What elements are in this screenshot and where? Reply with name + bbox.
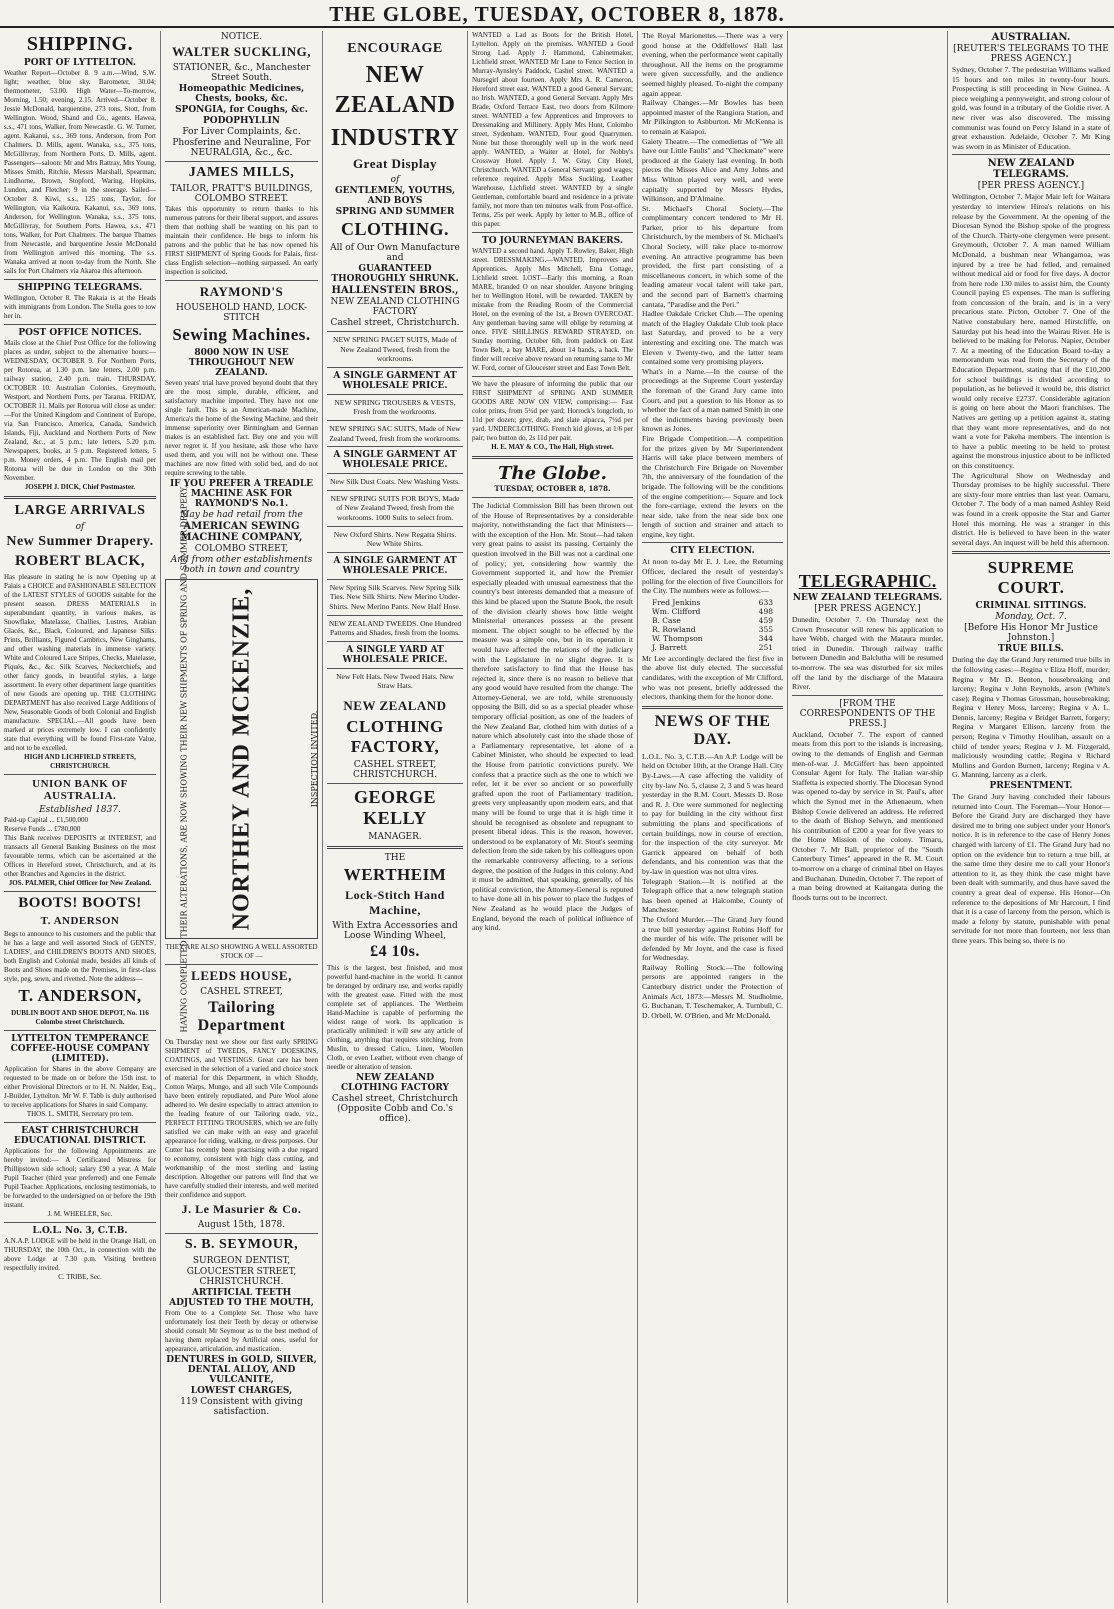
- true-bills: TRUE BILLS.: [998, 644, 1064, 655]
- column-7: [947, 31, 1114, 1603]
- lodge-heading: L.O.L. No. 3, C.T.B.: [32, 1226, 128, 1236]
- may-co-text: We have the pleasure of informing the public that our FIRST SHIPMENT of SPRING AND SUMMER GOODS ARE NOW ON VIEW, comprising:— Fast color prints, from 5½d per yard; Horrock's longcloth, to 11d per dozen; grey, drab, and slate alpacca, 7½d per yard. UNDERCLOTHING. French kid gloves, at 1/6 per pair; two button do, 2s 11d per pair.: [472, 380, 633, 442]
- lodge-signature: C. TRIBE, Sec.: [58, 1273, 102, 1281]
- leeds-house: LEEDS HOUSE,: [191, 968, 292, 983]
- item-dust-coats: New Silk Dust Coats. New Washing Vests.: [330, 477, 460, 487]
- railway-changes: Railway Changes.—Mr Bowles has been appointed master of the Rangiora Station, and Mr Pilkington to Ashburton. Mr McKenna is to remain at Kaiapoi.: [642, 98, 783, 136]
- sewing-machines: Sewing Machines.: [172, 325, 311, 344]
- american-address: COLOMBO STREET,: [194, 544, 289, 554]
- bank-text: This Bank receives DEPOSITS at INTEREST, and transacts all General Banking Business on the most favourable terms, which can be ascertained at the Offices in Hereford street, Christchurch, and at its other Branches and Agencies in the district.: [4, 834, 156, 878]
- lowest-charges: LOWEST CHARGES,: [190, 1386, 293, 1396]
- news-text: L.O.L. No. 3, C.T.B.—An A.P. Lodge will be held on October 10th, at the Orange Hall. City By-Laws.—A case affecting the validity of city by-law No. 5, clause 2, 3 and 5 was heard yesterday in the R.M. Court. Messrs D. Rose and R. J. Ore were summoned for neglecting to pay for building in the city without first submitting the plans and specifications of certain buildings, now in course of erection, for the inspection of the city surveyor. Mr Garrick appeared on behalf of both defendants, and his contention was that the by-law in question was not ultra vires.: [642, 751, 783, 876]
- post-office-text: Mails close at the Chief Post Office for the following places as under, subject to the alternative hours:— WEDNESDAY, OCTOBER 9. For Northern Ports, per Rotorua, at 1.30 p.m. late letters, 2.00 p.m. railway station, 2.40 p.m. train. THURSDAY, OCTOBER 10. Australian Colonies, Greymouth, Westport, and Northern Ports, per Tararua. FRIDAY, OCTOBER 11. Mails per Rotorua will close as under:—For the United Kingdom and Continent of Europe, via San Francisco, America, Canada, Sandwich Islands, Fiji, Auckland and Northern Ports of New Zealand, &c., at 5 p.m.; late letters, 5.20 p.m. Newspapers, books, at 5 p.m. Registered letters, 5 p.m. Money orders, 4 p.m. The English mail per Rotorua will be due in London on the 30th November.: [4, 339, 156, 482]
- criminal-sittings: CRIMINAL SITTINGS.: [975, 601, 1087, 612]
- northey-sub: HAVING COMPLETED THEIR ALTERATIONS, ARE NOW SHOWING THEIR NEW SHIPMENTS OF SPRING AND SUMMER DRAPERY,: [179, 485, 189, 1033]
- raymonds: RAYMOND'S: [199, 284, 284, 299]
- candidate-votes: 251: [758, 642, 773, 652]
- candidate-name: B. Case: [652, 615, 681, 625]
- item-trousers: NEW SPRING TROUSERS & VESTS, Fresh from the workrooms.: [334, 397, 456, 417]
- fire-brigade: Fire Brigade Competition.—A competition for the prizes given by Mr Superintendent Harris will take place between members of the Christchurch Fire Brigade on November 7th, the anniversary of the foundation of the brigade. The following will be the conditions of the engine competition:— Square and lock the fore-carriage, extend the levers on the near side, take from the near side box one length of suction and strainer and attach to engine, key tight.: [642, 433, 783, 539]
- presentment-text: The Grand Jury having concluded their labours returned into Court. The Foreman—Your Honor—Before the Grand Jury are discharged they have desired me to bring one subject under your Honor's notice. It is in reference to the case of Henry Jones charged with larceny of £1. The Grand Jury had no option on the evidence but to return a true bill, at the same time they desire me to call your Honor's attention to it, as they think the case might have been dealt with summarily, and thus have saved the country a great deal of expense. His Honor—On reference to the depositions of Mr Harcourt, I find that it is a case of larceny from the person, which is made a felony by statute, punishable with penal servitude for not more than fourteen, nor less than three years. This being so, there is no: [952, 792, 1110, 945]
- dentures: DENTURES in GOLD, SILVER, DENTAL ALLOY, AND VULCANITE,: [166, 1355, 317, 1385]
- nz-telegrams-sub: [PER PRESS AGENCY.]: [814, 604, 921, 614]
- hallenstein: HALLENSTEIN BROS.,: [331, 285, 459, 296]
- tailoring-department: Tailoring Department: [197, 999, 286, 1034]
- court-judge: [Before His Honor Mr Justice Johnston.]: [964, 623, 1098, 644]
- podophyllin-sub: For Liver Complaints, &c.: [182, 127, 301, 137]
- item-boys-suits: NEW SPRING SUITS FOR BOYS, Made of New Zealand Tweed, fresh from the workrooms. 1000 Suits to select from.: [330, 493, 460, 522]
- northey-also: THEY ARE ALSO SHOWING A WELL ASSORTED STOCK OF —: [165, 943, 318, 960]
- candidate-name: Fred Jenkins: [652, 597, 701, 607]
- podophyllin: PODOPHYLLIN: [202, 116, 281, 126]
- temperance-text: Application for Shares in the above Company are requested to be made on or before the 15th inst. to either Provisional Directors or to H. N. Nalder, Esq., J-Builder, Lyttelton. Mr W. F. Tabb is duly authorised to receive applications for Shares in said Company.: [4, 1065, 156, 1109]
- retail-note: May be had retail from the: [180, 510, 303, 520]
- postmaster-signature: JOSEPH J. DICK, Chief Postmaster.: [24, 483, 136, 491]
- shipping-telegrams-text: Wellington, October 8. The Rakaia is at the Heads with immigrants from London. The Stella goes to tow her in.: [4, 294, 156, 320]
- st-michaels: St. Michael's Choral Society.—The complimentary concert tendered to Mr H. Parker, prior to his departure from Christchurch, by the members of St. Michael's Choral Society, will take place to-morrow evening. An attractive programme has been provided, the first part consisting of a miscellaneous concert, in which some of the leading amateur vocal talent will take part, and the second part of Barnett's charming cantata, "Paradise and the Peri.": [642, 203, 783, 309]
- column-2: [160, 31, 322, 1603]
- wholesale-2: A SINGLE GARMENT AT WHOLESALE PRICE.: [333, 450, 457, 471]
- column-5: [637, 31, 787, 1603]
- item-sac-suits: NEW SPRING SAC SUITS, Made of New Zealand Tweed, fresh from the workrooms.: [329, 423, 461, 443]
- hadlee-oakdale: Hadlee Oakdale Cricket Club.—The opening match of the Hagley Oakdale Club took place last Saturday, and proved to be a very interesting and exciting one. The match was Eleven v Twenty-two, and the latter team contained some very promising players.: [642, 309, 783, 367]
- temperance-signature: THOS. L. SMITH, Secretary pro tem.: [26, 1110, 134, 1118]
- marionettes: The Royal Marionettes.—There was a very good house at the Oddfellows' Hall last evening, when the performance went capitally throughout. All the items on the programme were given successfully, and the audience seemed highly pleased. To-night the company again appear.: [642, 31, 783, 98]
- seymour-text: From One to a Complete Set. Those who have unfortunately lost their Teeth by decay or otherwise should consult Mr Seymour as to the best method of having them replaced by Artificial ones, useful for appearance, articulation, and mastication.: [165, 1309, 318, 1353]
- wholesale-3: A SINGLE GARMENT AT WHOLESALE PRICE.: [333, 555, 457, 576]
- item-scarves: New Spring Silk Scarves. New Spring Silk Ties. New Silk Shirts. New Merino Under-Shirts. New Merino Pants. New Half Hose.: [329, 582, 461, 611]
- cashel-christchurch: CASHEL STREET, CHRISTCHURCH.: [353, 759, 437, 780]
- boots-heading: BOOTS! BOOTS!: [18, 895, 142, 911]
- clothing-factory: CLOTHING FACTORY,: [346, 716, 444, 756]
- candidate-name: R. Rowland: [652, 624, 696, 634]
- mills-text: Takes this opportunity to return thanks to his numerous patrons for their liberal support, and assures them that nothing shall be wanting on his part to maintain their confidence. He begs to inform his patrons and the public that he has now opened his FIRST SHIPMENT of Spring Goods for Palais, first-class English selection—nothing surpassed. An early inspection is solicited.: [165, 205, 318, 276]
- candidate-votes: 498: [758, 606, 773, 616]
- james-mills: JAMES MILLS,: [188, 165, 295, 180]
- mills-sub: TAILOR, PRATT'S BUILDINGS, COLOMBO STREET.: [170, 184, 313, 204]
- bank-signature: JOS. PALMER, Chief Officer for New Zealand.: [8, 879, 152, 887]
- education-heading: EAST CHRISTCHURCH EDUCATIONAL DISTRICT.: [13, 1126, 147, 1146]
- election-result-row: [652, 643, 773, 652]
- phosferine: Phosferine and Neuraline, For NEURALGIA, &c., &c.: [172, 138, 311, 158]
- lockstitch: Lock-Stitch Hand Machine,: [345, 887, 445, 917]
- leeds-text: On Thursday next we show our first early SPRING SHIPMENT of TWEEDS, FANCY DOESKINS, COATINGS, and VESTINGS. Great care has been exercised in the selection of a varied and choice stock of material for this Department, in which Shoddy, Cotton Warps, Mungo, and all such Vile Compounds have been entirely repudiated, and Pure Wool alone adhered to. We desire especially to attract attention to the leading feature of our Tailoring trade, viz., PERFECT FITTING TROUSERS, which we are fully satisfied we can make with an easy and graceful appearance for riding, walking, or dress purposes. Our Cutter has recently been practising with a due regard to economy, consistent with high class cutting, and workmanship of the most sterling and lasting description. Altogether our patrons will find that we have carefully studied their interests, and well merited their confidence and support.: [165, 1038, 318, 1199]
- t-anderson-big: T. ANDERSON,: [18, 986, 142, 1005]
- column-6: [787, 31, 947, 1603]
- shipping-telegrams-heading: SHIPPING TELEGRAMS.: [17, 283, 143, 293]
- item-hats: New Felt Hats. New Tweed Hats. New Straw Hats.: [336, 671, 454, 691]
- column-4: [467, 31, 637, 1603]
- great-display: Great Display: [353, 156, 437, 171]
- guaranteed-shrunk: GUARANTEED THOROUGHLY SHRUNK.: [331, 264, 459, 284]
- surgeon-dentist: SURGEON DENTIST,: [192, 1256, 291, 1266]
- masthead: [0, 0, 1114, 28]
- with-extra: With Extra Accessories and Loose Winding Wheel,: [332, 920, 458, 941]
- candidate-votes: 633: [758, 597, 773, 607]
- australian-heading: AUSTRALIAN.: [991, 32, 1071, 43]
- journeyman-bakers: TO JOURNEYMAN BAKERS.: [482, 236, 623, 246]
- telegraph-station: Telegraph Station.—It is notified at the Telegraph office that a new telegraph station has been opened at Halcombe, County of Manchester.: [642, 876, 783, 915]
- nz-telegrams-text: Wellington, October 7. Major Mair left for Waitara yesterday to interview Hiroa's relations on his release by the Government. At the opening of the Diocesan Synod the Bishop spoke of the progress of the Church. Thirty-one clergymen were present. Greymouth, October 7. A man named William McDonald, a bushman near Whangamoa, was injured by a tree he had felled, and remained without medical aid or food for five days. A doctor from here rode 130 miles to assist him, the County Council paying £5 expenses. The man is suffering from concussion of the brain, and is in a very precarious state. Picton, October 7. One of the Native constabulary here, named Hirstcliffe, on Saturday put his head into the Wairau River. He is believed to be making for Pelorus. Napier, October 7. At a meeting of the Education Board to-day a memorandum was read from the Secretary of the Education Department, stating that if the £10,200 for school buildings is divided according to population, as he believed it would be, this district would only receive £2737. Considerable agitation is going on here about the Maori franchises. The Natives are getting up a petition against it, stating that they want more representatives, and do not want a vote for Pakeha members. The intention is to have a public meeting to be held to protest against the monstrous injustice about to be inflicted on this constituency.: [952, 192, 1110, 470]
- supreme-court-heading: SUPREME COURT.: [987, 558, 1075, 598]
- whats-in-a-name: What's in a Name.—In the course of the proceedings at the Supreme Court yesterday the foreman of the Grand Jury came into Court, and put a question to his Honor as to whether the fact of a man named Smith in one of the indictments having previously been known as Jones.: [642, 366, 783, 434]
- anderson-address: DUBLIN BOOT AND SHOE DEPOT, No. 116 Colombo street Christchurch.: [11, 1009, 149, 1026]
- editorial-text: The Judicial Commission Bill has been thrown out of the House of Representatives by a considerable majority, notwithstanding the fact that Ministers—with the exception of the Hon. Mr. Stout—had taken very great pains to assist its passing. Certainly the question involved in the Bill was not a cardinal one of policy; yet, considering how warmly the Government supported it, and how the Premier especially pleaded with unusual earnestness that the country's best interests demanded that a measure of this kind be placed upon the Statute Book, the result of the division clearly shows how little weight Ministerial utterances possess at the present moment. The object sought to be effected by the measure was a simple one, but in its operation it would have affected the relations of the judiciary with the Legislature in no slight degree. It is therefore satisfactory to find that the House has rejected it, since there is no reason to believe that any good would have resulted from the change. The Attorney-General, we are told, while strenuously opposing the Bill, did so as a special pleader whose temporary official position, as one of the leaders of the New Zealand Bar, clothed him with duties of a nature which absolutely cast into the shade those of a Parliamentary representative, let alone of a Cabinet Minister, who should be expected to lead the House from patriotic convictions purely. We confess that a practice such as the one to which we refer, let it be ever so ancient or so powerfully grafted upon the root of Parliamentary tradition, greets very unpleasantly upon modern ears, and that many will be found to urge that it is high time it should be recognised as obsolete and repugnant to present liberal ideas. This is the reason, however, understood to be explanatory of Mr. Stout's seeming defection from the side taken by his colleagues upon the remarkable controversy affecting, to a serious degree, the position of the Judges in this colony. And it must be admitted, that speaking, generally, of his political conviction, the Attorney-General is reputed to have done all in his power to place the Judges of New Zealand as he would place the Judges of England, beyond the reach of political influence of any kind.: [472, 501, 633, 933]
- new-summer-drapery: New Summer Drapery.: [6, 534, 154, 549]
- treadle-note: IF YOU PREFER A TREADLE MACHINE ASK FOR RAYMOND'S No.1.: [169, 479, 314, 509]
- lowest-sub: 119 Consistent with giving satisfaction.: [180, 1397, 303, 1417]
- spongia: SPONGIA, for Coughs, &c.: [175, 105, 308, 115]
- news-of-the-day: NEWS OF THE DAY.: [654, 712, 771, 748]
- telegraphic-heading-alt: TELEGRAPHIC.: [798, 571, 937, 591]
- established: Established 1837.: [39, 805, 121, 815]
- new-zealand-heading: NEW ZEALAND: [334, 62, 456, 118]
- item-paget-suits: NEW SPRING PAGET SUITS, Made of New Zealand Tweed, fresh from the workrooms.: [333, 335, 457, 364]
- may-co-signature: H. E. MAY & CO., The Hall, High street.: [491, 443, 614, 451]
- correspondents-text: Auckland, October 7. The export of canned meats from this port to the islands is increasing, owing to the demands of English and German men-of-war. J. McGiffert has been appointed Consular Agent for Italy. The Italian war-ship Staffetta is expected shortly. The Diocesan Synod was opened to-day by service in St. Paul's, after which the Synod met in the Athenaeum, when Bishop Cowie delivered an address. He referred to the death of Bishop Selwyn, and mentioned his contribution of £200 a year for five years to the Home Mission of the colony. Timaru, October 7. Mr Ball, proprietor of the "South Canterbury Times" appeared in the R. M. Court to-morrow on a charge of criminal libel on Hayes and Buchanan. Dunedin, October 7. The report of a man being drowned at Kaitangata during the floods turns out to be incorrect.: [792, 729, 943, 902]
- anderson-text: Begs to announce to his customers and the public that he has a large and well assorted Stock of GENTS', LADIES', and CHILDREN'S BOOTS AND SHOES, both English and Colonial made, besides all kinds of Boots and Shoes made on the Premises, in first-class style, peg, sewn, and rivetted. Note the address—: [4, 930, 156, 983]
- city-election-heading: CITY ELECTION.: [670, 546, 755, 557]
- wholesale-1: A SINGLE GARMENT AT WHOLESALE PRICE.: [333, 370, 457, 391]
- the-word: THE: [384, 852, 406, 863]
- use-throughout-nz: 8000 NOW IN USE THROUGHOUT NEW ZEALAND.: [188, 348, 295, 378]
- northey-inspection: INSPECTION INVITED.: [310, 710, 320, 808]
- nz-telegrams-heading: NEW ZEALAND TELEGRAMS.: [792, 593, 943, 603]
- election-results: [642, 596, 783, 654]
- candidate-name: J. Barrett: [652, 642, 687, 652]
- t-anderson: T. ANDERSON: [40, 915, 120, 927]
- le-masurier: J. Le Masurier & Co.: [181, 1202, 302, 1216]
- australian-sub: [REUTER'S TELEGRAMS TO THE PRESS AGENCY.]: [953, 44, 1109, 64]
- candidate-votes: 355: [758, 624, 773, 634]
- seven-years-text: Seven years' trial have proved beyond doubt that they are the most simple, durable, efficient, and satisfactory machine imported. They have not one single fault. This is an American-made Machine, America's the home of the Sewing Machine, and their immense superiority over Birmingham and German makes is an established fact. Buy one and you will never regret it. If you hesitate, ask those who have used them, and you will not be without one. These machines are now fitted with solid bed, and do not require screwing to the table.: [165, 379, 318, 477]
- oxford-murder: The Oxford Murder.—The Grand Jury found a true bill yesterday against Robins Hoff for the murder of his wife. The prisoner will be defended by Mr Joynt, and the case is fixed for Wednesday.: [642, 914, 783, 963]
- large-arrivals: LARGE ARRIVALS: [14, 503, 146, 518]
- wertheim-price: £4 10s.: [370, 942, 420, 960]
- union-bank-heading: UNION BANK OF AUSTRALIA.: [32, 778, 128, 802]
- american-company: AMERICAN SEWING MACHINE COMPANY,: [180, 521, 303, 543]
- other-agents: And from other establishments both in town and country: [170, 555, 313, 575]
- education-text: Applications for the following Appointments are hereby invited:— A Certificated Mistress for Phillipstown side school; salary £90 a year. A Male Pupil Teacher (third year preferred) and one Female Pupil Teacher. Applications, enclosing testimonials, to be forwarded to the undersigned on or before the 19th instant.: [4, 1147, 156, 1209]
- temperance-heading: LYTTELTON TEMPERANCE COFFEE-HOUSE COMPANY (LIMITED).: [10, 1034, 150, 1064]
- candidate-name: W. Thompson: [652, 633, 703, 643]
- own-manufacture: All of Our Own Manufacture and: [330, 243, 460, 263]
- walter-suckling: WALTER SUCKLING,: [171, 44, 311, 59]
- candidate-votes: 344: [758, 633, 773, 643]
- notice-label: NOTICE.: [220, 32, 263, 42]
- port-heading: PORT OF LYTTELTON.: [23, 58, 137, 68]
- australian-text: Sydney, October 7. The pedestrian Williams walked 15 hours and ten miles in twenty-four hours. Prospecting is still proceeding in New Guinea. A piece weighing a pennyweight, and strong colour of gold, was found in a tributary of the Goldie river. A new river was also discovered. The missing communist was found on Percy Island in a state of great exhaustion. Adelaide, October 7. Mr King was sworn in as Minister of Education.: [952, 65, 1110, 151]
- item-shirts: New Oxford Shirts. New Regatta Shirts. New White Shirts.: [333, 529, 457, 549]
- candidate-name: Wm. Clifford: [652, 606, 701, 616]
- manager: MANAGER.: [368, 831, 422, 842]
- clothing-heading: CLOTHING.: [340, 219, 450, 239]
- wanted-ads: WANTED a Lad as Boots for the British Hotel, Lyttelton. Apply on the premises. WANTED a Good Strong Lad. Apply J. Hammond, Cabinetmaker, Lichfield street. WANTED Mr Lane to Fence Section in Murray-Aynsley's Paddock, Cashel street. WANTED a Nursegirl about fourteen. Apply Mrs A. R. Cameron, Hereford street east. WANTED a good General Servant; no Irish. WANTED, a good General Servant. Apply Mrs Brade, Oxford Terrace East, two doors from Kilmore street. WANTED a few Apprentices and Improvers to Dressmaking and Millinery. Apply Mrs Hunt, Colombo street, Sydenham. WANTED, Four good Quarrymen. None but those thoroughly well up in the work need apply. WANTED, a Waiter at Hotel, for Nobby's Crossway Hotel. Apply J. W. Gray, City Hotel, Christchurch. WANTED a General Servant; good wages; reference required. Apply Miss Suckling, Leather Warehouse, Lichfield street. WANTED by a single Gentleman, comfortable board and residence in a private family, not more than ten minutes walk from Post-office. Terms, 25s per week. Apply by letter to M.B., office of this paper.: [472, 31, 633, 228]
- robert-black: ROBERT BLACK,: [15, 553, 145, 569]
- item-tweeds: NEW ZEALAND TWEEDS. One Hundred Patterns and Shades, fresh from the looms.: [328, 618, 462, 638]
- education-signature: J. M. WHEELER, Sec.: [47, 1210, 113, 1218]
- george-kelly: GEORGE KELLY: [353, 786, 436, 828]
- city-election-text: At noon to-day Mr E. J. Lee, the Returning Officer, declared the result of yesterday's polling for the election of five Councillors for the City. The numbers were as follows:—: [642, 557, 783, 596]
- robert-black-text: Has pleasure in stating he is now Opening up at Palais a CHOICE and FASHIONABLE SELECTION of the LATEST STYLES of GOODS suitable for the present season. DRESS MATERIALS in superabundant quantity, in various makes, as Snowflake, Matelasse, Challies, Lustres, Arabian Glacés, &c., Black, Coloured, and Japanese Silks. Prints, Brilliants, Figured Cambrics, New Ginghams, and other washing materials in immense variety. White and Coloured Lace Stripes, Checks, Matelasse, Piqués, &c., &c. Silk Scarves, Neckerchiefs, and other fancy goods, in beautiful styles, a large assortment. In every other department large quantities of new Goods are opening up. THE CLOTHING DEPARTMENT has also received Large Additions of New, Seasonable Goods of both Colonial and English manufacture. SPECIAL.—All goods have been marked at prices extremely low. I can confidently state that everything will be found First-rate Value, and not to be excelled.: [4, 573, 156, 752]
- post-office-heading: POST OFFICE NOTICES.: [18, 328, 142, 338]
- agricultural-show: The Agricultural Show on Wednesday and Thursday promises to be highly successful. There are sixty-four more entries than last year. Oamaru, October 7. The body of a man named Ashley Reid was found in a creek opposite the Star and Garter Hotel this morning. He was a stranger in this district. He is believed to have been in the water several days. An inquest will be held this afternoon.: [952, 470, 1110, 547]
- seymour: S. B. SEYMOUR,: [184, 1237, 299, 1252]
- candidate-votes: 459: [758, 615, 773, 625]
- robert-black-address: HIGH AND LICHFIELD STREETS, CHRISTCHURCH.: [24, 753, 136, 770]
- suckling-sub: STATIONER, &c., Manchester Street South.: [172, 63, 311, 83]
- correspondents-heading: [FROM THE CORRESPONDENTS OF THE PRESS.]: [799, 698, 936, 729]
- paid-up-capital: Paid-up Capital ... £1,500,000: [4, 816, 88, 824]
- nz-telegrams-sub-7: [PER PRESS AGENCY.]: [977, 181, 1085, 192]
- election-result-row: [652, 634, 773, 643]
- nz-telegrams-heading-7: NEW ZEALAND TELEGRAMS.: [987, 158, 1075, 181]
- spring-summer: SPRING AND SUMMER: [335, 207, 455, 217]
- dunedin-text: Dunedin, October 7. On Thursday next the Crown Prosecutor will renew his application to have Webb, charged with the Mataura murder, tried in Dunedin. Through railway traffic between Dunedin and Balclutha will be resumed to-morrow. The sea was disturbed for six miles off the land by the discharge of the Mataura River.: [792, 615, 943, 692]
- nz-clothing-1: NEW ZEALAND: [343, 697, 447, 713]
- newspaper-title: THE GLOBE, TUESDAY, OCTOBER 8, 1878.: [329, 2, 785, 26]
- wanted-ads-2: WANTED a second hand. Apply T. Rowley, Baker, High street. DRESSMAKING.—WANTED, Improvers and Apprentices. Apply Mrs Mitchell, Etna Cottage, Lichfield street. LOST—Early this morning, a Roan MARE, branded O on near shoulder. Anyone bringing her to Wellington Hotel, will be rewarded. TAKEN by mistake from the Reading Room of the Commercial Hotel, on the evening of the 1st, a Brown OVERCOAT. Any gentleman having same will oblige by returning at once. FIVE SHILLINGS REWARD STRAYED, on Sunday morning, October 6th, from paddock on East Town Belt, a bay MARE, about 14 hands, a hack. The finder will receive above reward on returning same to Mr W. Ford, corner of Gloucester street and East Town Belt.: [472, 247, 633, 372]
- household-hand: HOUSEHOLD HAND, LOCK-STITCH: [175, 303, 308, 323]
- globe-date: TUESDAY, OCTOBER 8, 1878.: [494, 484, 611, 493]
- lodge-text: A.N.A.P. LODGE will be held in the Orange Hall, on THURSDAY, the 10th Oct., in connection with the above Lodge at 7.30 p.m. Visiting brethren respectfully invited.: [4, 1237, 156, 1272]
- wertheim: WERTHEIM: [343, 864, 447, 884]
- masurier-date: August 15th, 1878.: [197, 1220, 286, 1230]
- presentment: PRESENTMENT.: [989, 781, 1073, 792]
- of-word: of: [75, 522, 85, 532]
- election-result-row: [652, 607, 773, 616]
- column-3: [322, 31, 467, 1603]
- court-text: During the day the Grand Jury returned true bills in the following cases:—Regina v Eliza Hoff, murder; Regina v Mr D. Benton, housebreaking and larceny; Regina v John Reynolds, arson (White's case); Regina v Thomas Grossman, housebreaking; Regina v Henry Moss, larceny; Regina v A. L. Dennis, larceny; Regina v Bridget Barrett, forgery; Regina v Margaret Ellison, larceny from the person; Regina v Timothy Houlihan, assault on a child of tender years; Regina v J. M. Fitzgerald, maliciously wounding cattle; Regina v Richard Mullins and Gordon Burnett, larceny; Regina v A. G. Manning, larceny as a clerk.: [952, 655, 1110, 780]
- election-result-row: [652, 625, 773, 634]
- the-globe-heading: The Globe.: [498, 463, 607, 484]
- artificial-teeth: ARTIFICIAL TEETH ADJUSTED TO THE MOUTH,: [169, 1288, 314, 1308]
- gentlemen-youths: GENTLEMEN, YOUTHS, AND BOYS: [334, 186, 456, 206]
- shipping-text: Weather Report—October 8. 9 a.m.—Wind, S.W. light; weather, blue sky. Barometer, 30.04; thermometer, 53.00. High Water—To-morrow, Morning, 1.50; evening, 2.15. Arrived—October 8. Jessie McDonald, barquentine, 273 tons, Stott, from Wellington. Wood, Shand and Co., agents. Hawea, s.s., 471 tons, Walker, from Newcastle. G. W. Turner, agent. Kakanui, s.s., 369 tons, Anderson, from Port Chalmers. D. Mills, agent. Wanaka, s.s., 375 tons, McGillivray, from Northern Ports. D. Mills, agent. Passengers—saloon: Mr and Mrs Rattray, Mrs Young, Misses Smith, Ritchie, Messrs Marshall, Spearman, Lindhorne, Brown, Stopford, Waring, Hopkins, Lundon, and Fletcher; 9 in the steerage. Sailed—October 8. Kiwi, s.s., 125 tons, Taylor, for Wellington, via Kaikoura. Kakanui, s.s., 369 tons, Anderson, for Wellington. Wanaka, s.s., 375 tons, McGillivray, for Southern Ports. Hawea, s.s., 471 tons, Walker, for Port Chalmers. The barque Thames from Newcastle, and barquentine Jessie McDonald from Wellington arrived this morning. The s.s. Wanaka arrived at noon to-day from the North. She sails for Port Chalmers via Akaroa this afternoon.: [4, 69, 156, 275]
- column-1: [0, 31, 160, 1603]
- rangers: Railway Rolling Stock.—The following persons are appointed rangers in the Canterbury district under the Protection of Animals Act, 1873:—Messrs M. Studholme, G. Buchanan, T. Teschemaker, A. Turnbull, C. D. Orbell, W. O'Brien, and Mr McDonald.: [642, 962, 783, 1020]
- election-result-row: [652, 616, 773, 625]
- wertheim-factory: NEW ZEALAND CLOTHING FACTORY: [341, 1072, 449, 1093]
- single-yard: A SINGLE YARD AT WHOLESALE PRICE.: [342, 644, 448, 665]
- gloucester: GLOUCESTER STREET, CHRISTCHURCH.: [186, 1267, 297, 1287]
- wertheim-text: This is the largest, best finished, and most powerful hand-machine in the world. It cannot be deranged by ordinary use, and works rapidly with the greatest ease. Fitted with the most complete set of appliances. The Wertheim Hand-Machine is capable of performing the widest range of work. Its application is practically unlimited: it will sew any article of clothing, anything that requires stitching, from Muslin, to dressed Calico, Linen, Woollen Cloth, or even Leather, without even change of needle or alteration of tension.: [327, 963, 463, 1071]
- hallenstein-address: Cashel street, Christchurch.: [330, 318, 460, 328]
- hallenstein-factory: NEW ZEALAND CLOTHING FACTORY: [330, 297, 460, 317]
- northey-title: NORTHEY AND MCKENZIE,: [228, 587, 254, 931]
- leeds-cashel: CASHEL STREET,: [200, 987, 283, 997]
- court-date: Monday, Oct. 7.: [995, 612, 1067, 623]
- reserve-funds: Reserve Funds ... £780,000: [4, 825, 81, 833]
- election-result-row: [652, 598, 773, 607]
- gaiety-theatre: Gaiety Theatre.—The comediettas of "We all have our Little Faults" and "Checkmate" were produced at the Gaiety last evening. In both pieces the Misses Alice and Amy Johns and Miss Wilton played very well, and were capitally supported by Messrs Hydes, Wilkinson, and D'Almaine.: [642, 136, 783, 204]
- wertheim-address: Cashel street, Christchurch (Opposite Cobb and Co.'s office).: [331, 1093, 459, 1124]
- election-after: Mr Lee accordingly declared the first five in the above list duly elected. The successful candidates, with the exception of Mr Clifford, who was not present, briefly addressed the electors, thanking them for the honor done.: [642, 653, 783, 702]
- encourage: ENCOURAGE: [347, 41, 443, 56]
- of-word-3: of: [390, 175, 400, 185]
- shipping-heading: SHIPPING.: [26, 33, 134, 55]
- industry-heading: INDUSTRY: [330, 125, 460, 151]
- homeopathic-medicines: Homeopathic Medicines, Chests, books, &c.: [178, 84, 305, 104]
